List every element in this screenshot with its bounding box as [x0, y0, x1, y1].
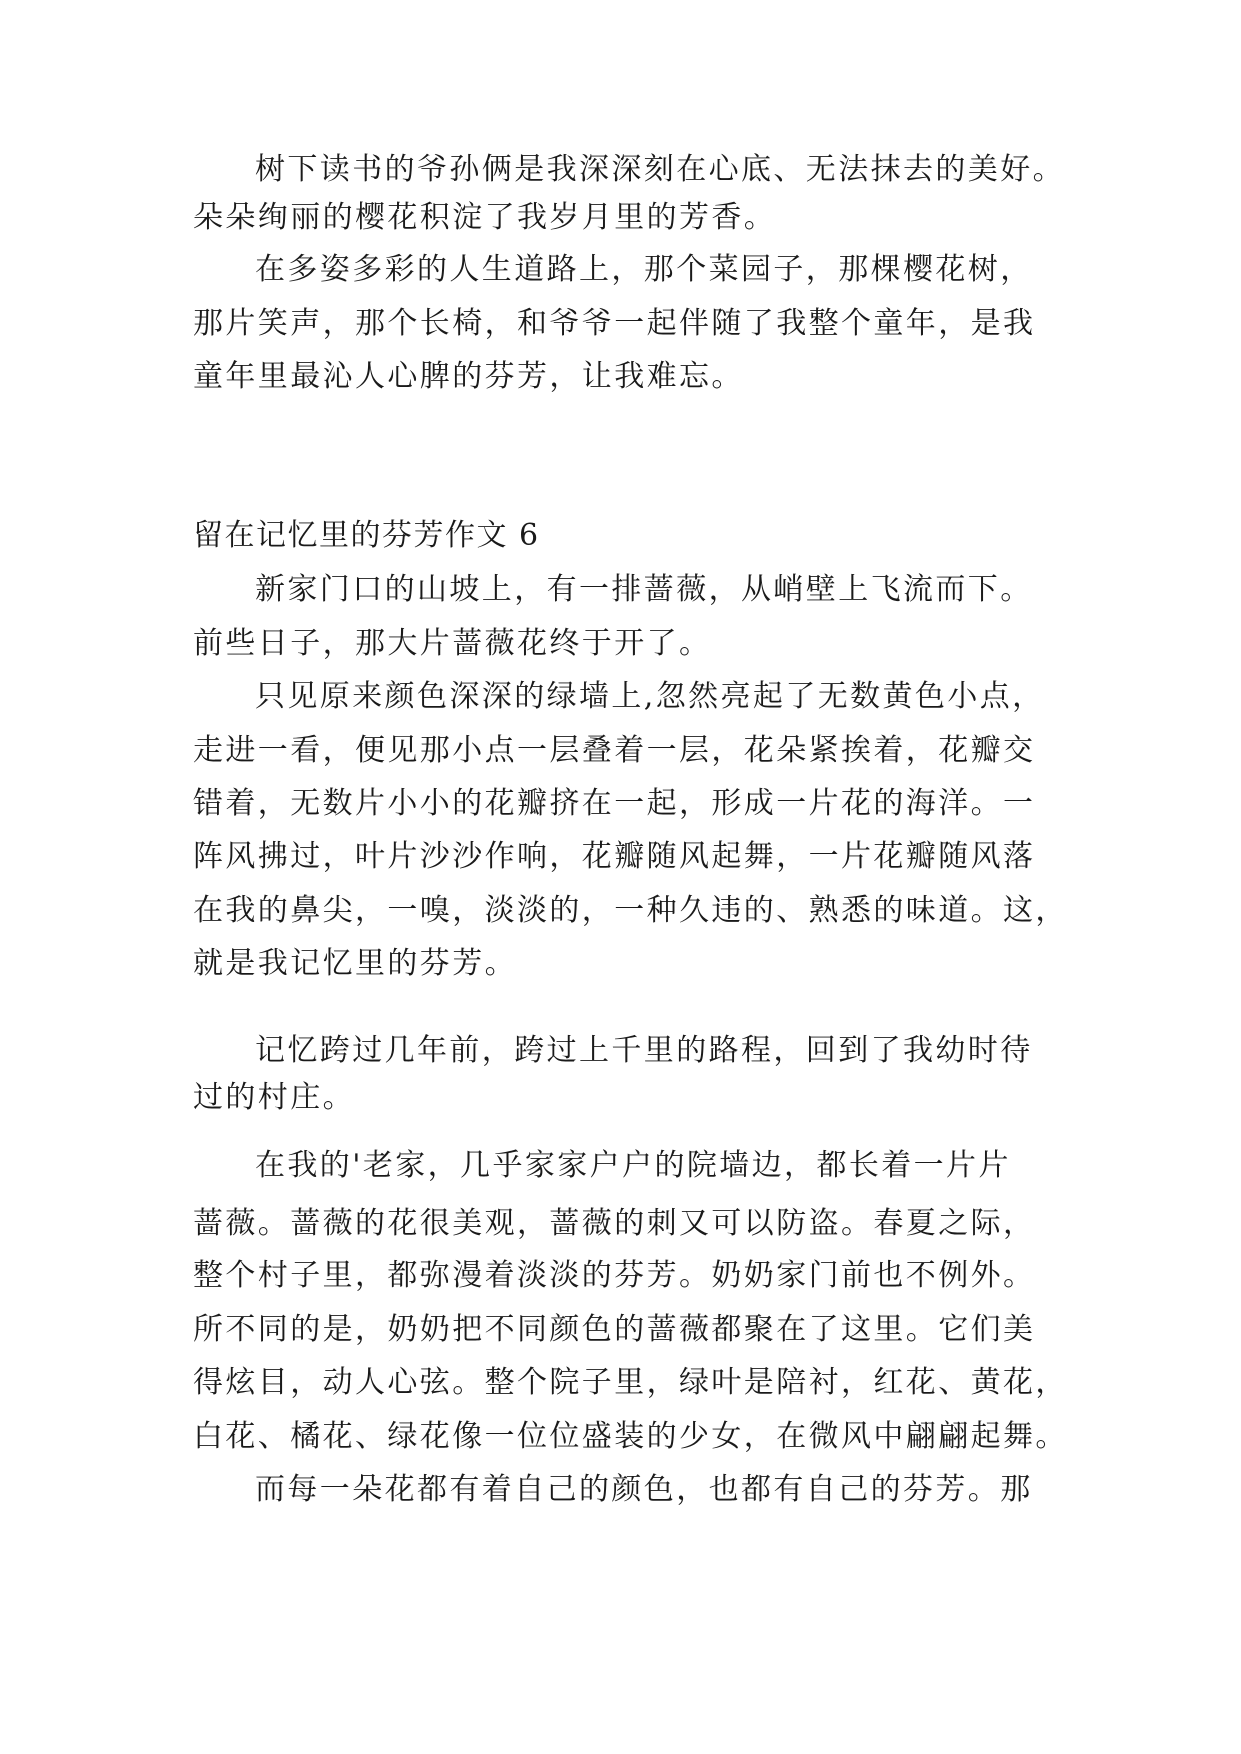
text-line: 在我的'老家，几乎家家户户的院墙边，都长着一片片	[255, 1148, 1011, 1183]
text-line: 前些日子，那大片蔷薇花终于开了。	[193, 626, 712, 661]
text-line: 过的村庄。	[193, 1080, 355, 1115]
text-line: 而每一朵花都有着自己的颜色，也都有自己的芬芳。那	[255, 1472, 1033, 1507]
text-line: 白花、橘花、绿花像一位位盛装的少女，在微风中翩翩起舞。	[193, 1419, 1068, 1454]
text-line: 就是我记忆里的芬芳。	[193, 946, 517, 981]
text-line: 所不同的是，奶奶把不同颜色的蔷薇都聚在了这里。它们美	[193, 1312, 1036, 1347]
text-line: 记忆跨过几年前，跨过上千里的路程，回到了我幼时待	[255, 1033, 1033, 1068]
section-heading: 留在记忆里的芬芳作文 6	[193, 518, 540, 553]
text-line: 只见原来颜色深深的绿墙上,忽然亮起了无数黄色小点，	[255, 679, 1045, 714]
text-line: 童年里最沁人心脾的芬芳，让我难忘。	[193, 359, 744, 394]
text-line: 阵风拂过，叶片沙沙作响，花瓣随风起舞，一片花瓣随风落	[193, 839, 1036, 874]
text-line: 朵朵绚丽的樱花积淀了我岁月里的芳香。	[193, 200, 777, 235]
text-line: 那片笑声，那个长椅，和爷爷一起伴随了我整个童年，是我	[193, 306, 1036, 341]
text-line: 新家门口的山坡上，有一排蔷薇，从峭壁上飞流而下。	[255, 572, 1033, 607]
text-line: 在多姿多彩的人生道路上，那个菜园子，那棵樱花树，	[255, 252, 1033, 287]
text-line: 得炫目，动人心弦。整个院子里，绿叶是陪衬，红花、黄花，	[193, 1365, 1068, 1400]
text-line: 蔷薇。蔷薇的花很美观，蔷薇的刺又可以防盗。春夏之际，	[193, 1206, 1036, 1241]
text-line: 在我的鼻尖，一嗅，淡淡的，一种久违的、熟悉的味道。这，	[193, 893, 1068, 928]
text-line: 树下读书的爷孙俩是我深深刻在心底、无法抹去的美好。	[255, 152, 1065, 187]
text-line: 走进一看，便见那小点一层叠着一层，花朵紧挨着，花瓣交	[193, 733, 1036, 768]
text-line: 错着，无数片小小的花瓣挤在一起，形成一片花的海洋。一	[193, 786, 1036, 821]
text-line: 整个村子里，都弥漫着淡淡的芬芳。奶奶家门前也不例外。	[193, 1258, 1036, 1293]
